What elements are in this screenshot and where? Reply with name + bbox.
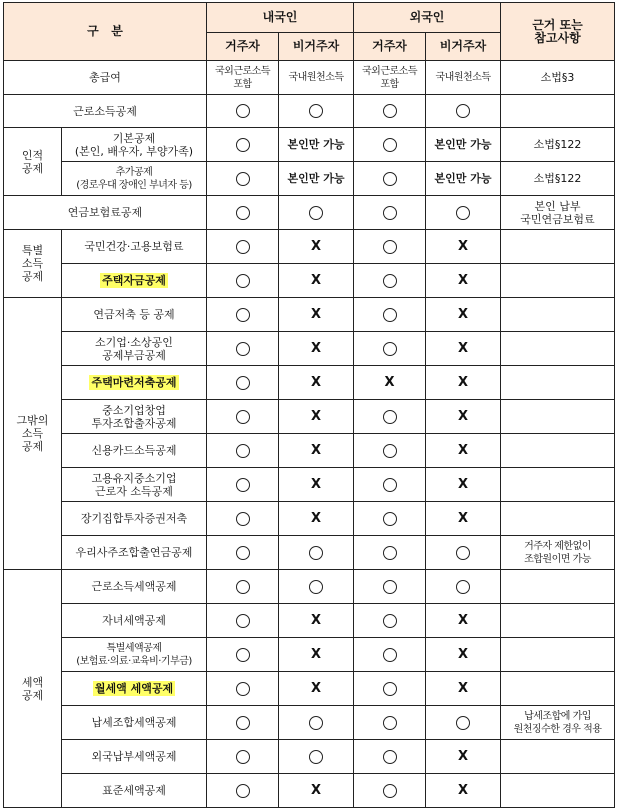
circle-icon: [383, 682, 397, 696]
circle-icon: [383, 648, 397, 662]
no-mark: X: [426, 230, 501, 264]
basis-note: [501, 638, 615, 672]
circle-icon: [236, 206, 250, 220]
circle-icon: [383, 580, 397, 594]
circle-icon: [236, 444, 250, 458]
circle-icon: [236, 648, 250, 662]
yes-mark: [207, 434, 279, 468]
yes-mark: [354, 740, 426, 774]
yes-mark: [207, 740, 279, 774]
basis-note: 소법§3: [501, 61, 615, 95]
circle-icon: [383, 784, 397, 798]
circle-icon: [383, 240, 397, 254]
circle-icon: [383, 546, 397, 560]
circle-icon: [383, 444, 397, 458]
row-label: 장기집합투자증권저축: [62, 502, 207, 536]
yes-mark: [354, 95, 426, 128]
no-mark: X: [279, 638, 354, 672]
circle-icon: [383, 478, 397, 492]
yes-mark: [279, 536, 354, 570]
yes-mark: [354, 332, 426, 366]
circle-icon: [383, 206, 397, 220]
circle-icon: [236, 478, 250, 492]
circle-icon: [383, 410, 397, 424]
basis-note: 거주자 제한없이 조합원이면 가능: [501, 536, 615, 570]
yes-mark: [207, 638, 279, 672]
circle-icon: [236, 376, 250, 390]
basis-note: [501, 230, 615, 264]
yes-mark: [426, 570, 501, 604]
highlighted-label: 주택자금공제: [102, 274, 166, 287]
header-resident: 거주자: [207, 33, 279, 61]
circle-icon: [236, 512, 250, 526]
yes-mark: [207, 706, 279, 740]
basis-note: [501, 332, 615, 366]
no-mark: X: [279, 332, 354, 366]
no-mark: X: [426, 400, 501, 434]
row-label: 외국납부세액공제: [62, 740, 207, 774]
circle-icon: [236, 614, 250, 628]
circle-icon: [456, 580, 470, 594]
circle-icon: [309, 104, 323, 118]
circle-icon: [236, 716, 250, 730]
yes-mark: [279, 196, 354, 230]
no-mark: X: [426, 366, 501, 400]
yes-mark: [207, 774, 279, 808]
basis-note: [501, 366, 615, 400]
group-tax-credit: 세액 공제: [4, 570, 62, 808]
row-label: 총급여: [4, 61, 207, 95]
yes-mark: [354, 298, 426, 332]
basis-note: 소법§122: [501, 162, 615, 196]
yes-mark: [207, 332, 279, 366]
circle-icon: [236, 138, 250, 152]
row-label: 납세조합세액공제: [62, 706, 207, 740]
yes-mark: [207, 400, 279, 434]
no-mark: X: [426, 264, 501, 298]
row-label: 근로소득공제: [4, 95, 207, 128]
yes-mark: [207, 298, 279, 332]
circle-icon: [383, 104, 397, 118]
cell-text: 본인만 가능: [426, 128, 501, 162]
group-special: 특별 소득 공제: [4, 230, 62, 298]
header-category: 구 분: [4, 3, 207, 61]
row-label: 연금저축 등 공제: [62, 298, 207, 332]
yes-mark: [279, 706, 354, 740]
yes-mark: [207, 468, 279, 502]
no-mark: X: [279, 264, 354, 298]
yes-mark: [354, 570, 426, 604]
cell-text: 국내원천소득: [279, 61, 354, 95]
no-mark: X: [426, 774, 501, 808]
basis-note: [501, 468, 615, 502]
highlighted-label: 주택마련저축공제: [91, 376, 177, 389]
circle-icon: [236, 172, 250, 186]
circle-icon: [236, 580, 250, 594]
basis-note: [501, 570, 615, 604]
yes-mark: [354, 638, 426, 672]
yes-mark: [354, 434, 426, 468]
circle-icon: [309, 716, 323, 730]
basis-note: [501, 264, 615, 298]
circle-icon: [309, 546, 323, 560]
header-foreign: 외국인: [354, 3, 501, 33]
basis-note: [501, 604, 615, 638]
row-label: 국민건강·고용보험료: [62, 230, 207, 264]
yes-mark: [279, 740, 354, 774]
yes-mark: [207, 570, 279, 604]
row-label: 우리사주조합출연금공제: [62, 536, 207, 570]
header-resident: 거주자: [354, 33, 426, 61]
circle-icon: [383, 138, 397, 152]
yes-mark: [207, 366, 279, 400]
circle-icon: [456, 206, 470, 220]
group-personal: 인적 공제: [4, 128, 62, 196]
yes-mark: [207, 162, 279, 196]
basis-note: 본인 납부 국민연금보험료: [501, 196, 615, 230]
circle-icon: [383, 716, 397, 730]
yes-mark: [426, 536, 501, 570]
no-mark: X: [426, 468, 501, 502]
circle-icon: [383, 274, 397, 288]
no-mark: X: [279, 230, 354, 264]
cell-text: 국외근로소득 포함: [354, 61, 426, 95]
row-label: [62, 366, 207, 400]
no-mark: X: [426, 332, 501, 366]
yes-mark: [354, 774, 426, 808]
yes-mark: [426, 196, 501, 230]
circle-icon: [309, 580, 323, 594]
circle-icon: [236, 308, 250, 322]
no-mark: X: [279, 468, 354, 502]
cell-text: 본인만 가능: [426, 162, 501, 196]
row-label: 특별세액공제 (보험료·의료·교육비·기부금): [62, 638, 207, 672]
highlighted-label: 월세액 세액공제: [94, 682, 174, 695]
yes-mark: [207, 95, 279, 128]
yes-mark: [279, 95, 354, 128]
row-label: 자녀세액공제: [62, 604, 207, 638]
no-mark: X: [354, 366, 426, 400]
no-mark: X: [426, 638, 501, 672]
circle-icon: [309, 750, 323, 764]
yes-mark: [207, 536, 279, 570]
header-basis: 근거 또는 참고사항: [501, 3, 615, 61]
circle-icon: [236, 750, 250, 764]
row-label: 근로소득세액공제: [62, 570, 207, 604]
no-mark: X: [279, 774, 354, 808]
no-mark: X: [279, 298, 354, 332]
no-mark: X: [279, 672, 354, 706]
row-label: 소기업·소상공인 공제부금공제: [62, 332, 207, 366]
no-mark: X: [279, 366, 354, 400]
yes-mark: [207, 604, 279, 638]
row-label: 표준세액공제: [62, 774, 207, 808]
circle-icon: [236, 410, 250, 424]
yes-mark: [279, 570, 354, 604]
yes-mark: [354, 706, 426, 740]
yes-mark: [354, 162, 426, 196]
basis-note: [501, 298, 615, 332]
basis-note: [501, 95, 615, 128]
yes-mark: [207, 672, 279, 706]
deduction-comparison-table: [3, 2, 615, 808]
circle-icon: [309, 206, 323, 220]
circle-icon: [236, 104, 250, 118]
yes-mark: [207, 128, 279, 162]
no-mark: X: [279, 400, 354, 434]
yes-mark: [354, 536, 426, 570]
circle-icon: [236, 342, 250, 356]
circle-icon: [236, 682, 250, 696]
group-other: 그밖의 소득 공제: [4, 298, 62, 570]
row-label: 기본공제 (본인, 배우자, 부양가족): [62, 128, 207, 162]
circle-icon: [383, 172, 397, 186]
cell-text: 본인만 가능: [279, 128, 354, 162]
no-mark: X: [279, 604, 354, 638]
yes-mark: [207, 264, 279, 298]
yes-mark: [426, 95, 501, 128]
cell-text: 본인만 가능: [279, 162, 354, 196]
yes-mark: [354, 400, 426, 434]
yes-mark: [354, 672, 426, 706]
circle-icon: [236, 240, 250, 254]
header-nonresident: 비거주자: [426, 33, 501, 61]
row-label: 중소기업창업 투자조합출자공제: [62, 400, 207, 434]
row-label: [62, 264, 207, 298]
yes-mark: [354, 128, 426, 162]
no-mark: X: [426, 672, 501, 706]
basis-note: [501, 740, 615, 774]
no-mark: X: [426, 502, 501, 536]
row-label: 고용유지중소기업 근로자 소득공제: [62, 468, 207, 502]
circle-icon: [236, 546, 250, 560]
no-mark: X: [426, 298, 501, 332]
header-nonresident: 비거주자: [279, 33, 354, 61]
circle-icon: [383, 750, 397, 764]
yes-mark: [354, 502, 426, 536]
circle-icon: [383, 614, 397, 628]
no-mark: X: [279, 502, 354, 536]
yes-mark: [354, 230, 426, 264]
basis-note: [501, 400, 615, 434]
yes-mark: [207, 196, 279, 230]
cell-text: 국외근로소득 포함: [207, 61, 279, 95]
circle-icon: [383, 512, 397, 526]
row-label: 연금보험료공제: [4, 196, 207, 230]
row-label: [62, 672, 207, 706]
basis-note: 소법§122: [501, 128, 615, 162]
header-domestic: 내국인: [207, 3, 354, 33]
no-mark: X: [426, 434, 501, 468]
no-mark: X: [426, 604, 501, 638]
yes-mark: [207, 230, 279, 264]
no-mark: X: [279, 434, 354, 468]
circle-icon: [383, 342, 397, 356]
basis-note: [501, 502, 615, 536]
circle-icon: [236, 274, 250, 288]
circle-icon: [456, 716, 470, 730]
cell-text: 국내원천소득: [426, 61, 501, 95]
basis-note: 납세조합에 가입 원천징수한 경우 적용: [501, 706, 615, 740]
circle-icon: [456, 546, 470, 560]
yes-mark: [354, 468, 426, 502]
basis-note: [501, 672, 615, 706]
row-label: 추가공제 (경로우대 장애인 부녀자 등): [62, 162, 207, 196]
yes-mark: [354, 196, 426, 230]
yes-mark: [426, 706, 501, 740]
no-mark: X: [426, 740, 501, 774]
yes-mark: [354, 264, 426, 298]
basis-note: [501, 774, 615, 808]
circle-icon: [456, 104, 470, 118]
circle-icon: [383, 308, 397, 322]
circle-icon: [236, 784, 250, 798]
yes-mark: [207, 502, 279, 536]
yes-mark: [354, 604, 426, 638]
basis-note: [501, 434, 615, 468]
row-label: 신용카드소득공제: [62, 434, 207, 468]
